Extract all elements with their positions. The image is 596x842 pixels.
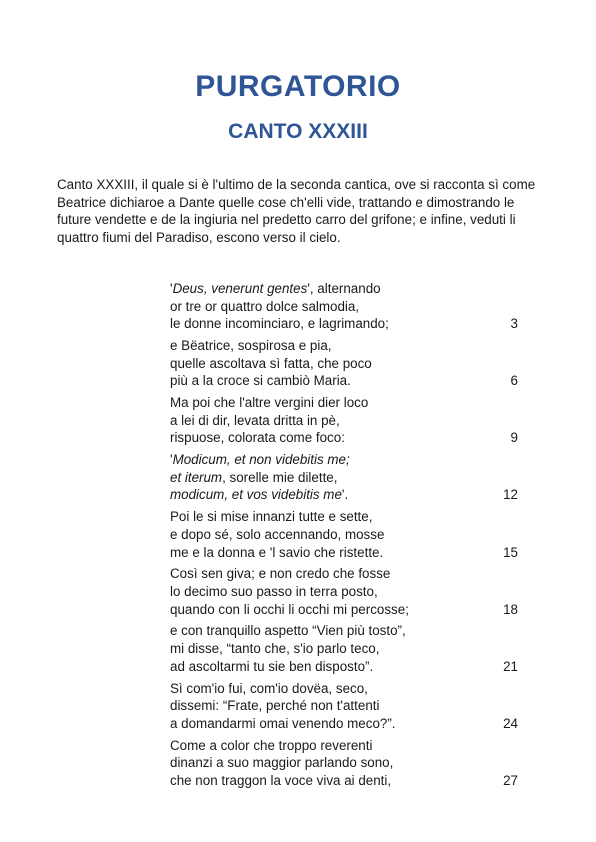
line-number: 15 — [503, 544, 518, 560]
verse-line: 'Deus, venerunt gentes', alternando — [170, 281, 381, 296]
verse-line: Ma poi che l'altre vergini dier loco — [170, 395, 369, 411]
verse-line: quando con li occhi li occhi mi percosse; — [170, 601, 409, 617]
verse-line: e con tranquillo aspetto “Vien più tosto”, — [170, 623, 406, 639]
line-number: 9 — [510, 430, 518, 446]
verse-line: ad ascoltarmi tu sie ben disposto”. — [170, 658, 374, 674]
tercet — [170, 337, 520, 390]
line-number: 27 — [503, 772, 518, 788]
verse-line: dissemi: “Frate, perché non t'attenti — [170, 698, 380, 714]
verse-line: e dopo sé, solo accennando, mosse — [170, 526, 385, 542]
tercet — [170, 565, 520, 618]
verse-line: le donne incominciaro, e lagrimando; — [170, 316, 389, 332]
verse-line: a lei di dir, levata dritta in pè, — [170, 412, 340, 428]
page-title: PURGATORIO — [195, 70, 401, 103]
canto-subtitle: CANTO XXXIII — [228, 120, 368, 143]
verse-line: lo decimo suo passo in terra posto, — [170, 583, 378, 599]
poem-body — [170, 280, 520, 794]
line-number: 18 — [503, 601, 518, 617]
verse-line: me e la donna e 'l savio che ristette. — [170, 544, 384, 560]
tercet — [170, 394, 520, 447]
verse-line: dinanzi a suo maggior parlando sono, — [170, 755, 394, 771]
line-number: 3 — [510, 316, 518, 332]
verse-line: Così sen giva; e non credo che fosse — [170, 566, 391, 582]
canto-summary: Canto XXXIII, il quale si è l'ultimo de la seconda cantica, ove si racconta sì come Beatrice dichiaroe a Dante quelle cose ch'elli vide, trattando e dimostrando le future vendette e de la ingiuria nel predetto carro del grifone; e infine, veduti li quattro fiumi del Paradiso, escono verso il cielo. — [57, 177, 536, 245]
tercet — [170, 737, 520, 790]
line-number: 21 — [503, 658, 518, 674]
verse-line: modicum, et vos videbitis me'. — [170, 487, 349, 503]
verse-line: Come a color che troppo reverenti — [170, 737, 373, 753]
verse-line: Sì com'io fui, com'io dovëa, seco, — [170, 680, 368, 696]
verse-line: et iterum, sorelle mie dilette, — [170, 469, 338, 485]
tercet — [170, 280, 520, 333]
line-number: 24 — [503, 715, 518, 731]
tercet — [170, 451, 520, 504]
line-number: 12 — [503, 487, 518, 503]
verse-line: rispuose, colorata come foco: — [170, 430, 345, 446]
tercet — [170, 680, 520, 733]
verse-line: mi disse, “tanto che, s'io parlo teco, — [170, 641, 380, 657]
verse-line: Poi le si mise innanzi tutte e sette, — [170, 509, 373, 525]
verse-line: 'Modicum, et non videbitis me; — [170, 452, 350, 468]
verse-line: e Bëatrice, sospirosa e pia, — [170, 338, 332, 354]
verse-line: or tre or quattro dolce salmodia, — [170, 298, 360, 314]
tercet — [170, 508, 520, 561]
verse-line: quelle ascoltava sì fatta, che poco — [170, 355, 372, 371]
line-number: 6 — [510, 373, 518, 389]
tercet — [170, 622, 520, 675]
verse-line: che non traggon la voce viva ai denti, — [170, 772, 392, 788]
verse-line: più a la croce si cambiò Maria. — [170, 373, 351, 389]
verse-line: a domandarmi omai venendo meco?”. — [170, 715, 396, 731]
